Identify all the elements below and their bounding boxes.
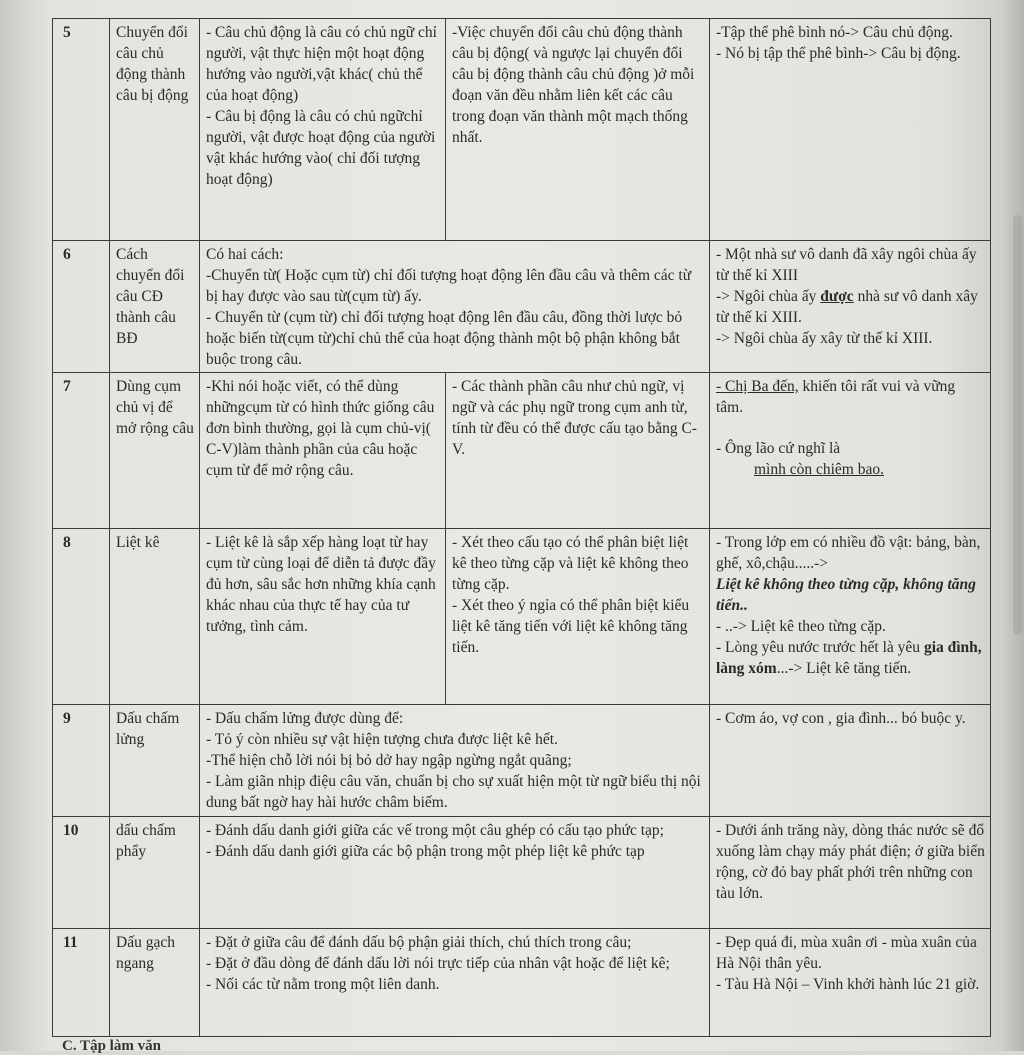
text-line: Có hai cách: — [206, 246, 284, 263]
scrollbar-thumb[interactable] — [1013, 215, 1022, 635]
example-line: - Nó bị tập thể phê bình-> Câu bị động. — [716, 45, 961, 62]
row-number: 11 — [53, 929, 110, 1037]
example-cell — [710, 373, 991, 529]
row-number: 10 — [53, 817, 110, 929]
text-line: -Thể hiện chỗ lời nói bị bỏ dở hay ngập ngừng ngắt quãng; — [206, 752, 572, 769]
table-row — [53, 529, 991, 705]
bold-phrase: gia đình, làng xóm — [716, 639, 982, 677]
feature-cell — [446, 529, 710, 705]
row-topic: Dấu gạch ngang — [110, 929, 200, 1037]
example-cell — [710, 817, 991, 929]
feature-cell — [446, 19, 710, 241]
table-row — [53, 373, 991, 529]
merged-cell — [200, 817, 710, 929]
text-line: - Liệt kê là sắp xếp hàng loạt từ hay cụm từ cùng loại để diễn tả được đầy đủ hơn, sâu sắc hơn những khía cạnh khác nhau của thực tế hay của tư tưởng, tình cảm. — [206, 534, 436, 635]
example-cell — [710, 19, 991, 241]
underlined-phrase: - Chị Ba đến, — [716, 378, 799, 395]
table-row — [53, 241, 991, 373]
example-fragment: -> Ngôi chùa ấy — [716, 288, 817, 305]
text-line: - Đánh dấu danh giới giữa các bộ phận trong một phép liệt kê phức tạp — [206, 843, 645, 860]
row-number: 7 — [53, 373, 110, 529]
example-line: - Ông lão cứ nghĩ là — [716, 440, 841, 457]
text-line: - Các thành phần câu như chủ ngữ, vị ngữ và các phụ ngữ trong cụm anh từ, tính từ đều có thể được cấu tạo bằng C-V. — [452, 378, 697, 458]
example-line: - Đẹp quá đi, mùa xuân ơi - mùa xuân của Hà Nội thân yêu. — [716, 934, 977, 972]
text-line: - Đặt ở đầu dòng để đánh dấu lời nói trực tiếp của nhân vật hoặc để liệt kê; — [206, 955, 670, 972]
example-cell — [710, 529, 991, 705]
row-number: 5 — [53, 19, 110, 241]
row-topic: dấu chấm phẩy — [110, 817, 200, 929]
example-cell — [710, 929, 991, 1037]
underlined-word: được — [820, 288, 854, 305]
example-cell — [710, 241, 991, 373]
example-line: - Dưới ánh trăng này, dòng thác nước sẽ đổ xuống làm chạy máy phát điện; ở giữa biển rộng, cờ đỏ bay phất phới trên những con tàu lớn. — [716, 822, 985, 902]
example-line: - ..-> Liệt kê theo từng cặp. — [716, 618, 886, 635]
definition-cell — [200, 19, 446, 241]
definition-cell — [200, 373, 446, 529]
table-row — [53, 19, 991, 241]
example-cell — [710, 705, 991, 817]
example-line: - Trong lớp em có nhiều đồ vật: bảng, bàn, ghế, xô,chậu.....-> — [716, 534, 981, 572]
row-topic: Dùng cụm chủ vị để mở rộng câu — [110, 373, 200, 529]
example-line: -> Ngôi chùa ấy xây từ thế kỉ XIII. — [716, 330, 933, 347]
emphasis-line: Liệt kê không theo từng cặp, không tăng tiến.. — [716, 576, 976, 614]
row-topic: Liệt kê — [110, 529, 200, 705]
example-line: - Tàu Hà Nội – Vinh khởi hành lúc 21 giờ. — [716, 976, 980, 993]
example-fragment: nhà sư vô danh xây từ thế kỉ XIII. — [716, 288, 978, 326]
merged-cell — [200, 929, 710, 1037]
text-line: - Câu chủ động là câu có chủ ngữ chỉ người, vật thực hiện một hoạt động hướng vào người,vật khác( chủ thể của hoạt động) — [206, 24, 437, 104]
example-line: - Một nhà sư vô danh đã xây ngôi chùa ấy từ thế kỉ XIII — [716, 246, 977, 284]
section-heading: C. Tập làm văn — [62, 1038, 161, 1054]
merged-cell — [200, 241, 710, 373]
row-topic: Cách chuyển đổi câu CĐ thành câu BĐ — [110, 241, 200, 373]
text-line: - Đánh dấu danh giới giữa các vế trong một câu ghép có cấu tạo phức tạp; — [206, 822, 664, 839]
text-line: - Câu bị động là câu có chủ ngữchỉ người, vật được hoạt động của người vật khác hướng vào( chỉ đối tượng hoạt động) — [206, 108, 436, 188]
text-line: -Chuyển từ( Hoặc cụm từ) chỉ đối tượng hoạt động lên đầu câu và thêm các từ bị hay được vào sau từ(cụm từ) ấy. — [206, 267, 692, 305]
text-line: -Việc chuyển đổi câu chủ động thành câu bị động( và ngược lại chuyển đổi câu bị động thành câu chủ động )ở mỗi đoạn văn đều nhằm liên kết các câu trong đoạn văn thành một mạch thống nhất. — [452, 24, 695, 146]
row-number: 6 — [53, 241, 110, 373]
grammar-table — [52, 18, 991, 1037]
row-topic: Chuyển đổi câu chủ động thành câu bị động — [110, 19, 200, 241]
example-line — [716, 376, 985, 418]
text-line: - Nối các từ nằm trong một liên danh. — [206, 976, 440, 993]
row-number: 9 — [53, 705, 110, 817]
table-row — [53, 929, 991, 1037]
text-line: - Tỏ ý còn nhiều sự vật hiện tượng chưa được liệt kê hết. — [206, 731, 558, 748]
example-fragment: khiến tôi rất vui và vững tâm. — [716, 378, 956, 416]
text-line: - Chuyển từ (cụm từ) chỉ đối tượng hoạt động lên đầu câu, đồng thời lược bỏ hoặc biến từ(cụm từ)chỉ chủ thể của hoạt động thành một bộ phận không bắt buộc trong câu. — [206, 309, 683, 368]
example-line: - Cơm áo, vợ con , gia đình... bó buộc y. — [716, 710, 966, 727]
example-fragment: ...-> Liệt kê tăng tiến. — [776, 660, 912, 677]
text-line: -Khi nói hoặc viết, có thể dùng nhữngcụm từ có hình thức giống câu đơn bình thường, gọi là cụm chủ-vị( C-V)làm thành phần của câu hoặc cụm từ để mở rộng câu. — [206, 378, 435, 479]
example-line: -Tập thể phê bình nó-> Câu chủ động. — [716, 24, 953, 41]
table-row — [53, 705, 991, 817]
definition-cell — [200, 529, 446, 705]
underlined-phrase: mình còn chiêm bao. — [754, 461, 884, 478]
text-line: - Đặt ở giữa câu để đánh dấu bộ phận giải thích, chú thích trong câu; — [206, 934, 632, 951]
table-row — [53, 817, 991, 929]
example-line — [716, 637, 985, 679]
row-topic: Dấu chấm lửng — [110, 705, 200, 817]
example-line — [716, 286, 985, 328]
example-fragment: - Lòng yêu nước trước hết là yêu — [716, 639, 921, 656]
feature-cell — [446, 373, 710, 529]
text-line: - Xét theo cấu tạo có thể phân biệt liệt kê theo từng cặp và liệt kê không theo từng cặp. — [452, 534, 689, 593]
text-line: - Xét theo ý ngỉa có thể phân biệt kiểu liệt kê tăng tiến với liệt kê không tăng tiến. — [452, 597, 690, 656]
row-number: 8 — [53, 529, 110, 705]
merged-cell — [200, 705, 710, 817]
text-line: - Làm giãn nhịp điệu câu văn, chuẩn bị cho sự xuất hiện một từ ngữ biểu thị nội dung bất ngờ hay hài hước châm biếm. — [206, 773, 701, 811]
text-line: - Dấu chấm lửng được dùng để: — [206, 710, 404, 727]
